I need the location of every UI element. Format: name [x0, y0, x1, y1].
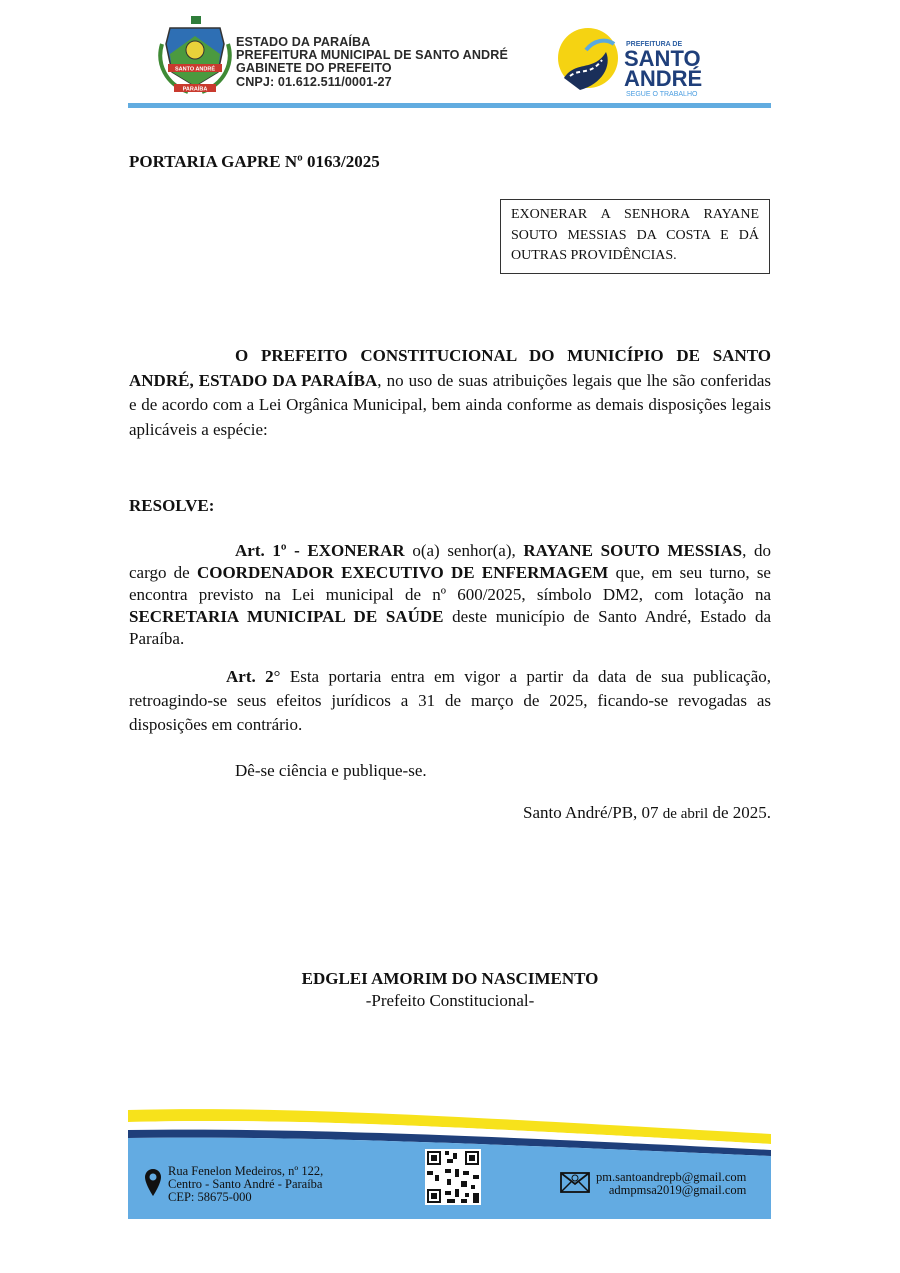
- ementa-box: EXONERAR A SENHORA RAYANE SOUTO MESSIAS DA COSTA E DÁ OUTRAS PROVIDÊNCIAS.: [500, 199, 770, 274]
- header-divider: [128, 103, 771, 108]
- logo-big-text-1: SANTO: [624, 46, 701, 71]
- article-1: [129, 540, 771, 650]
- art1-person-name: RAYANE SOUTO MESSIAS: [523, 541, 743, 560]
- publication-order: Dê-se ciência e publique-se.: [235, 761, 427, 780]
- resolve-heading: RESOLVE:: [129, 496, 215, 515]
- header-line-cnpj: CNPJ: 01.612.511/0001-27: [236, 74, 392, 89]
- footer: [128, 1104, 771, 1219]
- email-line-2[interactable]: admpmsa2019@gmail.com: [608, 1183, 747, 1197]
- art2-label: Art. 2: [226, 667, 274, 686]
- address-line-2: Centro - Santo André - Paraíba: [168, 1177, 323, 1191]
- qr-code-icon: [425, 1149, 481, 1205]
- art2-degree: °: [273, 667, 281, 686]
- place-date-end: de 2025.: [708, 803, 771, 822]
- address-line-1: Rua Fenelon Medeiros, nº 122,: [168, 1164, 324, 1178]
- crest-banner-bottom: PARAÍBA: [182, 86, 208, 93]
- place-date-start: Santo André/PB, 07: [523, 803, 663, 822]
- footer-emails: [596, 1171, 746, 1197]
- art1-secretaria: SECRETARIA MUNICIPAL DE SAÚDE: [129, 607, 444, 626]
- santo-andre-logo-icon: [550, 20, 730, 102]
- email-line-1[interactable]: pm.santoandrepb@gmail.com: [596, 1170, 747, 1184]
- signer-name: EDGLEI AMORIM DO NASCIMENTO: [301, 969, 599, 988]
- document-title: PORTARIA GAPRE Nº 0163/2025: [129, 152, 380, 171]
- preamble-paragraph: [129, 344, 771, 442]
- crest-banner-top: SANTO ANDRÉ: [174, 66, 216, 73]
- art2-text: Esta portaria entra em vigor a partir da data de sua publicação, retroagindo-se seus efeitos jurídicos a 31 de março de 2025, ficando-se revogadas as disposições em contrário.: [129, 667, 772, 734]
- address-line-3: CEP: 58675-000: [168, 1190, 252, 1204]
- place-and-date: [523, 801, 771, 827]
- letterhead: [150, 12, 790, 112]
- footer-address: [168, 1165, 323, 1204]
- header-line-gabinete: GABINETE DO PREFEITO: [236, 61, 392, 76]
- signature-block: [129, 968, 771, 1012]
- logo-tagline: SEGUE O TRABALHO: [626, 91, 698, 98]
- art1-label: Art. 1º - EXONERAR: [235, 541, 405, 560]
- mail-icon: [560, 1170, 590, 1194]
- article-2: [129, 665, 771, 737]
- header-line-state: ESTADO DA PARAÍBA: [236, 35, 371, 49]
- header-institution-lines: [236, 36, 508, 89]
- coat-of-arms-icon: [158, 14, 232, 96]
- preamble-text: , no uso de suas atribuições legais que lhe são conferidas e de acordo com a Lei Orgânica Municipal, bem ainda conforme as demais disposições legais aplicáveis a espécie:: [129, 370, 771, 439]
- art1-text-2: , do cargo de: [129, 541, 772, 582]
- art1-text-3: que, em seu turno, se encontra previsto na Lei municipal de nº 600/2025, símbolo DM2, com lotação na: [129, 563, 771, 604]
- art1-cargo: COORDENADOR EXECUTIVO DE ENFERMAGEM: [196, 563, 609, 582]
- art1-text-1: o(a) senhor(a),: [404, 541, 524, 560]
- location-pin-icon: [144, 1168, 162, 1198]
- place-date-month: de abril: [662, 806, 709, 822]
- preamble-authority: O PREFEITO CONSTITUCIONAL DO MUNICÍPIO DE SANTO ANDRÉ, ESTADO DA PARAÍBA: [129, 346, 771, 390]
- art1-text-4: deste município de Santo André, Estado da Paraíba.: [129, 607, 771, 648]
- signer-title: -Prefeito Constitucional-: [365, 991, 535, 1010]
- header-line-prefeitura: PREFEITURA MUNICIPAL DE SANTO ANDRÉ: [236, 48, 508, 63]
- logo-big-text-2: ANDRÉ: [624, 66, 703, 91]
- logo-small-text: PREFEITURA DE: [626, 41, 683, 48]
